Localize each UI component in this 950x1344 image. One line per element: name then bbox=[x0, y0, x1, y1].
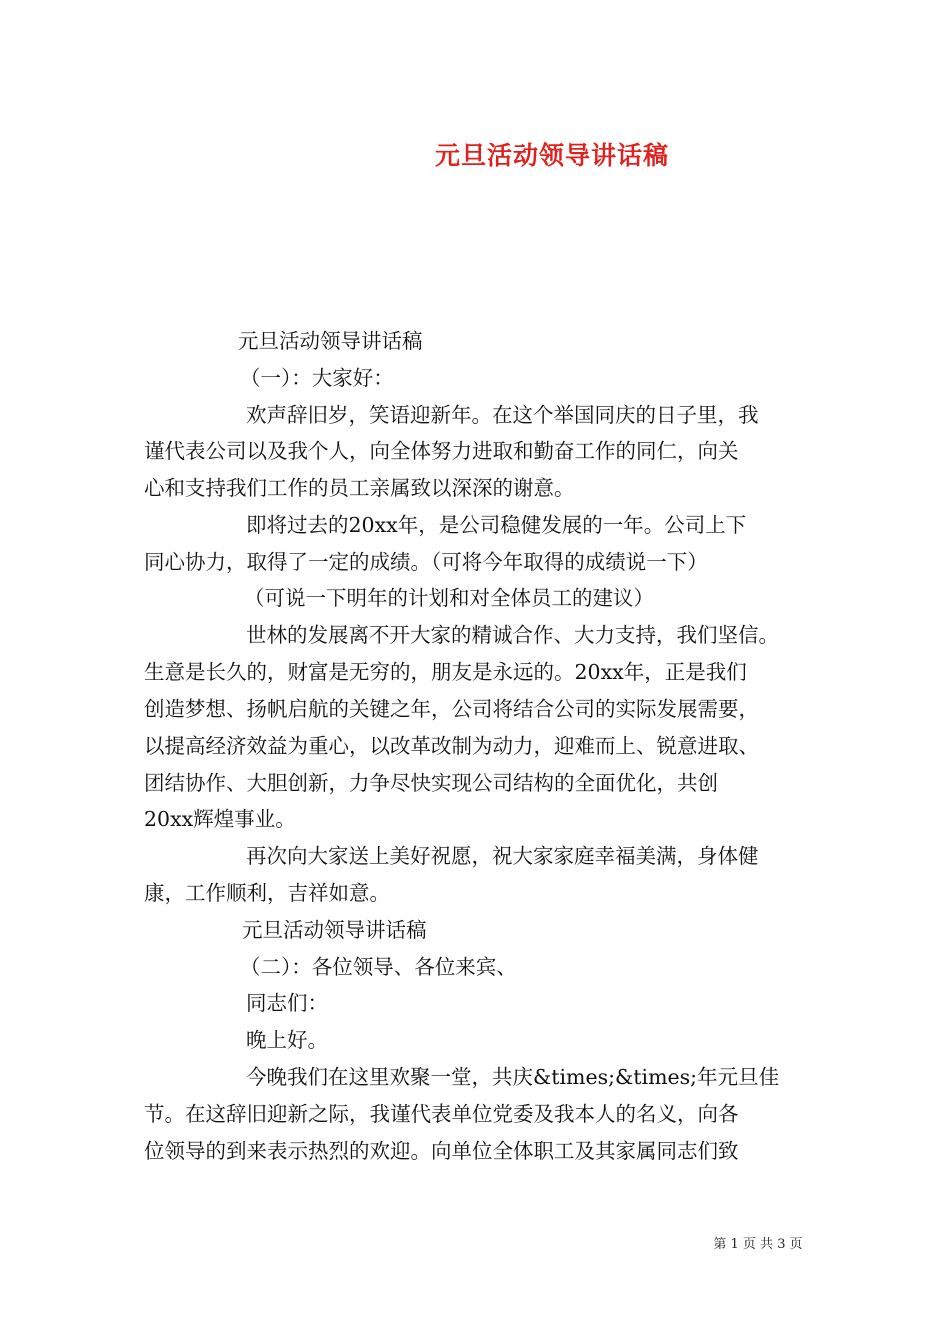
body-line: 谨代表公司以及我个人，向全体努力进取和勤奋工作的同仁，向关 bbox=[144, 439, 739, 463]
document-title: 元旦活动领导讲话稿 bbox=[434, 141, 669, 170]
body-line: 晚上好。 bbox=[246, 1028, 328, 1052]
body-line: （可说一下明年的计划和对全体员工的建议） bbox=[244, 586, 654, 610]
body-line: 同志们： bbox=[246, 991, 328, 1015]
body-line: （一）：大家好： bbox=[240, 366, 394, 390]
body-line: 创造梦想、扬帆启航的关键之年，公司将结合公司的实际发展需要， bbox=[144, 697, 759, 721]
body-line: （二）：各位领导、各位来宾、 bbox=[240, 955, 517, 979]
body-line: 今晚我们在这里欢聚一堂，共庆&times;&times;年元旦佳 bbox=[246, 1065, 780, 1089]
body-line: 位领导的到来表示热烈的欢迎。向单位全体职工及其家属同志们致 bbox=[144, 1139, 739, 1163]
body-line: 心和支持我们工作的员工亲属致以深深的谢意。 bbox=[144, 476, 575, 500]
body-line: 欢声辞旧岁，笑语迎新年。在这个举国同庆的日子里，我 bbox=[246, 403, 759, 427]
body-line: 生意是长久的，财富是无穷的，朋友是永远的。20xx年，正是我们 bbox=[144, 660, 747, 684]
body-line: 康，工作顺利，吉祥如意。 bbox=[144, 881, 390, 905]
body-line: 再次向大家送上美好祝愿，祝大家家庭幸福美满，身体健 bbox=[246, 844, 759, 868]
body-line: 节。在这辞旧迎新之际，我谨代表单位党委及我本人的名义，向各 bbox=[144, 1102, 739, 1126]
body-line: 以提高经济效益为重心，以改革改制为动力，迎难而上、锐意进取、 bbox=[144, 734, 759, 758]
body-line: 同心协力，取得了一定的成绩。（可将今年取得的成绩说一下） bbox=[144, 550, 708, 574]
page-number: 第 1 页 共 3 页 bbox=[713, 1237, 803, 1252]
body-line: 世林的发展离不开大家的精诚合作、大力支持，我们坚信。 bbox=[246, 623, 779, 647]
body-line: 团结协作、大胆创新，力争尽快实现公司结构的全面优化，共创 bbox=[144, 771, 718, 795]
body-line: 元旦活动领导讲话稿 bbox=[242, 918, 427, 942]
body-line: 20xx辉煌事业。 bbox=[144, 807, 296, 831]
body-line: 元旦活动领导讲话稿 bbox=[238, 329, 423, 353]
body-line: 即将过去的20xx年，是公司稳健发展的一年。公司上下 bbox=[246, 513, 747, 537]
